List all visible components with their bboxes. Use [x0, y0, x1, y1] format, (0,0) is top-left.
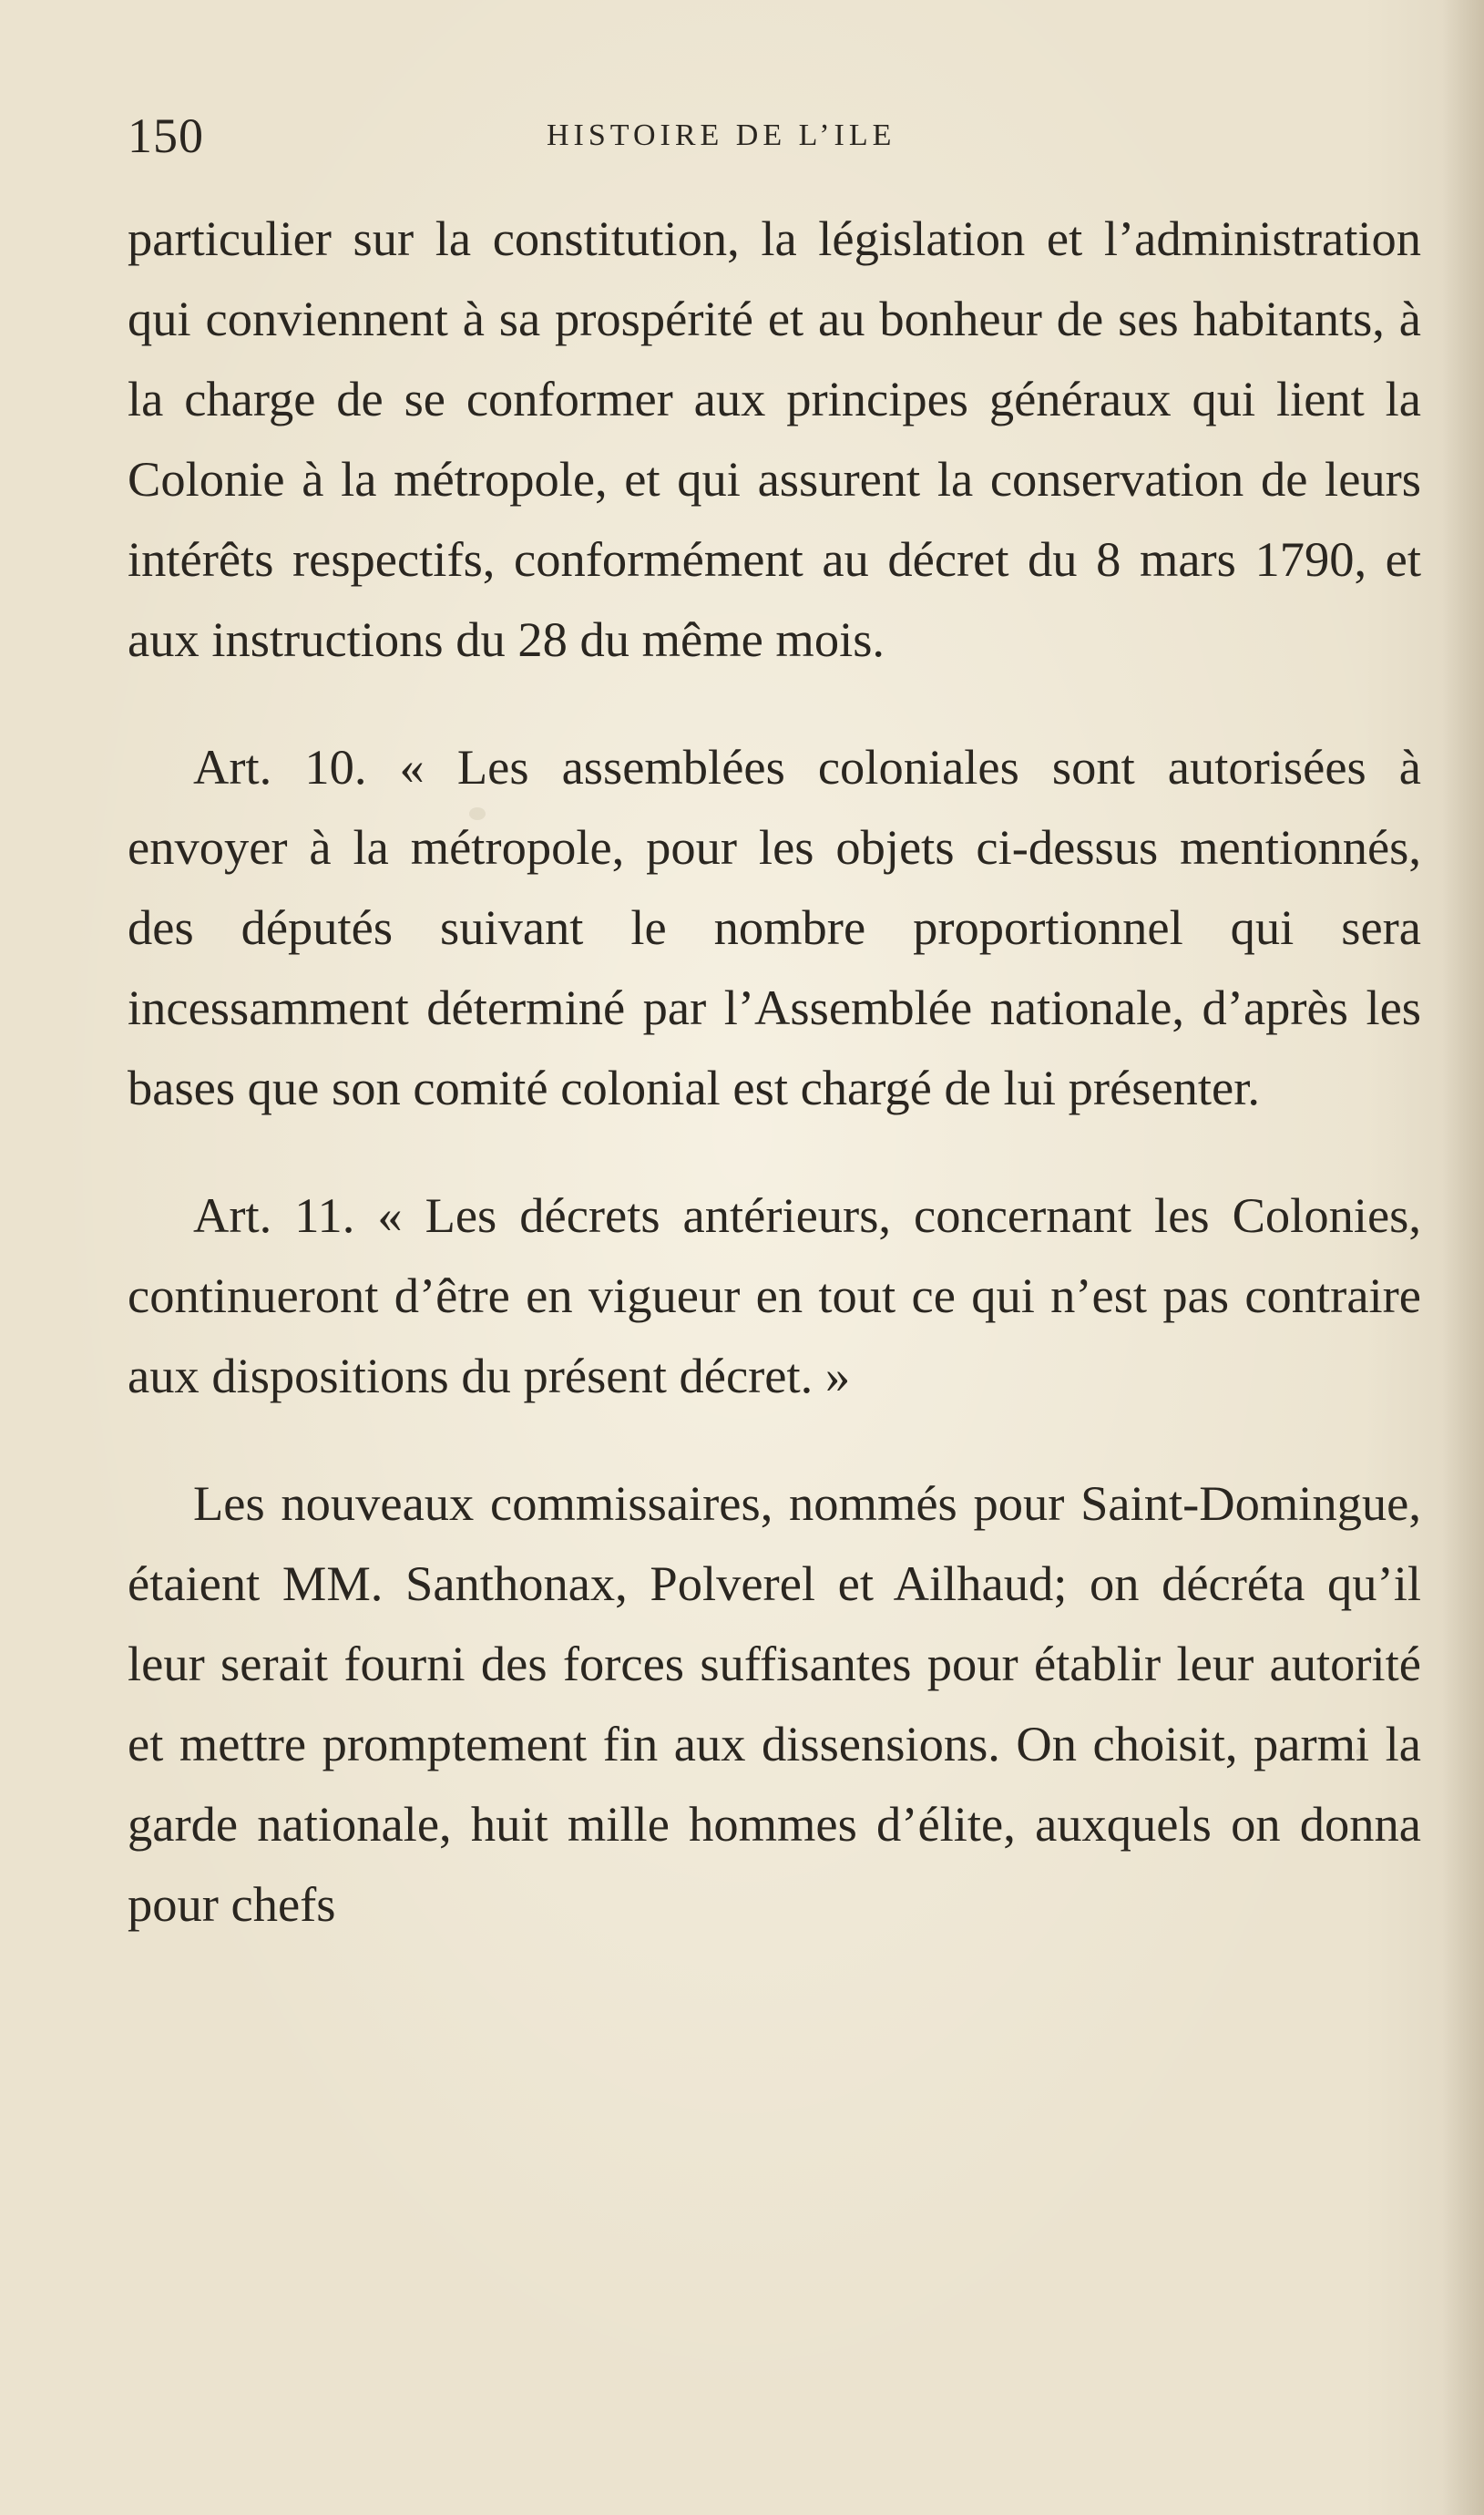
paragraph-commissioners: Les nouveaux commissaires, nommés pour Saint-Domingue, étaient MM. Santhonax, Polverel et Ailhaud; on décréta qu’il leur serait fourni des forces suffisantes pour établir leur autorité et mettre promptement fin aux dissensions. On choisit, parmi la garde nationale, huit mille hommes d’élite, auxquels on donna pour chefs — [128, 1475, 1421, 1932]
paragraph-article-10: Art. 10. « Les assemblées coloniales sont autorisées à envoyer à la métropole, pour les objets ci-dessus mentionnés, des députés suivant le nombre proportionnel qui sera incessamment déterminé par l’Assemblée nationale, d’après les bases que son comité colonial est chargé de lui présenter. — [128, 739, 1421, 1115]
paragraph-continuation: particulier sur la constitution, la législation et l’administration qui conviennent à sa prospérité et au bonheur de ses habitants, à la charge de se conformer aux principes généraux qui lient la Colonie à la métropole, et qui assurent la conservation de leurs intérêts respectifs, conformément au décret du 8 mars 1790, et aux instructions du 28 du même mois. — [128, 210, 1421, 667]
page-number: 150 — [128, 108, 204, 163]
page-edge-shadow — [1442, 0, 1484, 2515]
paragraph-article-11: Art. 11. « Les décrets antérieurs, concernant les Colonies, continueront d’être en vigueur en tout ce qui n’est pas contraire aux dispositions du présent décret. » — [128, 1187, 1421, 1403]
running-title: HISTOIRE DE L’ILE — [547, 118, 896, 152]
body-text — [128, 199, 1421, 1945]
running-head — [128, 108, 1421, 171]
